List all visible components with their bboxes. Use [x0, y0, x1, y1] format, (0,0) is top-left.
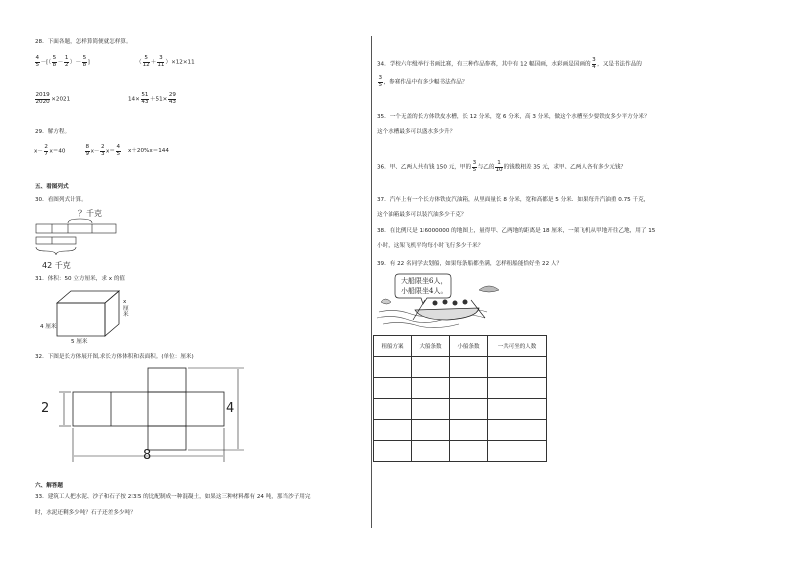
- q30-bottom-label: 42 千克: [42, 261, 71, 270]
- q31-title: 31．体积：50 立方厘米，求 x 的值: [35, 276, 126, 282]
- fraction: $\frac{5}{8}$: [52, 55, 57, 68]
- q36-text: 36．甲、乙两人共有钱 150 元，甲的 $\frac{3}{5}$ 与乙的 $\frac{1}{10}$ 的钱数相差 35 元，求甲、乙两人各有多少元钱？: [377, 160, 627, 173]
- bubble-line-2: 小船限坐4人。: [401, 287, 448, 295]
- q30-bar-diagram: [30, 218, 140, 266]
- person-icon: [453, 301, 458, 306]
- table-cell: [488, 378, 547, 399]
- q32-dim-left: 2: [41, 401, 50, 416]
- fraction: $\frac{3}{11}$: [157, 55, 165, 68]
- table-cell: [374, 378, 412, 399]
- person-icon: [463, 300, 468, 305]
- top-brace: [68, 219, 92, 223]
- table-cell: [412, 357, 450, 378]
- table-header-cell: 租船方案: [374, 336, 412, 357]
- boat-plan-table: [373, 335, 547, 462]
- q39-line-1: 39．有 22 名同学去划船，如果每条船都坐满，怎样租船能恰好坐 22 人？: [377, 261, 563, 267]
- q29-title: 29．解方程。: [35, 129, 71, 135]
- table-cell: [450, 399, 488, 420]
- table-cell: [412, 441, 450, 462]
- fraction: $\frac{5}{12}$: [142, 55, 150, 68]
- fraction: $\frac{2}{7}$: [44, 144, 48, 157]
- cloud-shape: [381, 299, 391, 304]
- top-bar: [36, 224, 116, 233]
- q31-x-label: x: [123, 299, 127, 305]
- table-cell: [374, 441, 412, 462]
- section-6-heading: 六、解答题: [35, 483, 63, 489]
- q28-expr-3: $\frac{2019}{2020}$ ×2021: [35, 92, 71, 105]
- table-cell: [450, 420, 488, 441]
- q38-line-2: 小时，这架飞机平均每小时飞行多少千米？: [377, 243, 484, 249]
- q28-title: 28．下面各题，怎样算简便就怎样算。: [35, 39, 132, 45]
- table-cell: [488, 441, 547, 462]
- q35-line-2: 这个水槽最多可以盛水多少升？: [377, 129, 456, 135]
- table-cell: [412, 420, 450, 441]
- fraction: $\frac{3}{4}$: [592, 57, 596, 70]
- q29-equation-1: x－ $\frac{2}{7}$ x＝40: [34, 144, 66, 157]
- table-cell: [374, 357, 412, 378]
- cuboid-top-face: [57, 291, 119, 303]
- q35-line-1: 35．一个无盖的长方体铁皮水槽，长 12 分米，宽 6 分米，高 3 分米，做这个水槽至少要铁皮多少平方分米？: [377, 114, 650, 120]
- table-row: [374, 357, 547, 378]
- fraction: $\frac{4}{5}$: [116, 144, 120, 157]
- q33-line-1: 33．建筑工人把水泥、沙子和石子按 2∶3∶5 的比配制成一种混凝土，如果这三种材料都有 24 吨，那当沙子用完: [35, 494, 311, 500]
- q33-line-2: 时，水泥还剩多少吨？石子还差多少吨？: [35, 510, 136, 516]
- fraction: $\frac{1}{10}$: [495, 160, 503, 173]
- q32-dim-right: 4: [226, 401, 235, 416]
- fraction: $\frac{2019}{2020}$: [35, 92, 50, 105]
- table-cell: [374, 420, 412, 441]
- fraction: $\frac{2}{3}$: [100, 144, 105, 157]
- q28-expr-4: 14× $\frac{51}{43}$ ＋51× $\frac{29}{43}$: [128, 92, 176, 105]
- table-row: [374, 441, 547, 462]
- table-cell: [488, 420, 547, 441]
- net-bottom-face: [148, 426, 186, 450]
- q37-line-1: 37．汽车上有一个长方体铁皮汽油箱，从里面量长 8 分米，宽和高都是 5 分米．如果每升汽油重 0.75 千克，: [377, 197, 650, 203]
- cuboid-side-face: [105, 291, 119, 336]
- q34-line-2: $\frac{3}{5}$ ，参赛作品中有多少幅书法作品？: [378, 75, 468, 88]
- net-top-face: [148, 368, 186, 392]
- table-row: [374, 378, 547, 399]
- column-divider: [371, 36, 372, 528]
- q29-equation-2: $\frac{8}{9}$ x－ $\frac{2}{3}$ x＝ $\frac{4}{5}$: [85, 144, 120, 157]
- q30-top-label: ？千克: [78, 209, 102, 218]
- bottom-brace: [36, 247, 76, 255]
- table-header-cell: 一共可坐的人数: [488, 336, 547, 357]
- table-cell: [488, 399, 547, 420]
- fraction: $\frac{4}{5}$: [35, 55, 40, 68]
- q32-dim-bottom: 8: [143, 448, 152, 463]
- q38-line-1: 38．在比例尺是 1∶6000000 的地图上，量得甲、乙两地的距离是 18 厘米，一架飞机从甲地开往乙地，用了 15: [377, 228, 656, 234]
- table-cell: [488, 357, 547, 378]
- table-cell: [450, 441, 488, 462]
- net-middle-strip: [73, 392, 224, 426]
- fraction: $\frac{5}{8}$: [82, 55, 87, 68]
- q31-x-unit: 厘米: [123, 306, 129, 318]
- table-cell: [412, 378, 450, 399]
- q28-expr-2: （ $\frac{5}{12}$ ＋ $\frac{3}{11}$ ）×12×11: [136, 55, 195, 68]
- fraction: $\frac{29}{43}$: [168, 92, 176, 105]
- table-header-cell: 小船条数: [450, 336, 488, 357]
- fraction: $\frac{8}{9}$: [85, 144, 90, 157]
- fraction: $\frac{3}{5}$: [378, 75, 383, 88]
- q28-expr-1: $\frac{4}{5}$ －[（ $\frac{5}{8}$ － $\frac{1}{2}$ ）－ $\frac{5}{8}$ ]: [35, 55, 90, 68]
- q37-line-2: 这个油箱最多可以装汽油多少千克？: [377, 212, 467, 218]
- q31-length-label: 5 厘米: [71, 339, 88, 345]
- section-5-heading: 五、看图列式: [35, 184, 69, 190]
- cuboid-front-face: [57, 303, 105, 336]
- person-icon: [433, 301, 438, 306]
- q31-height-label: 4 厘米: [40, 324, 57, 330]
- fraction: $\frac{51}{43}$: [141, 92, 149, 105]
- table-header-row: [374, 336, 547, 357]
- q31-cuboid: [55, 288, 125, 340]
- q30-title: 30．看图列式计算。: [35, 197, 87, 203]
- fraction: $\frac{3}{5}$: [472, 160, 477, 173]
- table-cell: [412, 399, 450, 420]
- bubble-line-1: 大船限坐6人，: [401, 277, 448, 285]
- bush-shape: [479, 286, 499, 292]
- bottom-bar: [36, 237, 76, 244]
- table-cell: [450, 357, 488, 378]
- q34-line-1: 34．学校六年级举行书画比赛，有三种作品参赛，其中有 12 幅国画，水彩画是国画的 $\frac{3}{4}$ ，又是书法作品的: [377, 57, 642, 70]
- table-cell: [374, 399, 412, 420]
- fraction: $\frac{1}{2}$: [64, 55, 69, 68]
- table-row: [374, 399, 547, 420]
- table-row: [374, 420, 547, 441]
- boat-hull: [415, 308, 479, 320]
- person-icon: [443, 300, 448, 305]
- table-header-cell: 大船条数: [412, 336, 450, 357]
- q29-equation-3: x＋20%x＝144: [128, 148, 169, 154]
- q32-title: 32．下图是长方体展开图,求长方体体积和表面积。(单位：厘米): [35, 354, 194, 360]
- table-cell: [450, 378, 488, 399]
